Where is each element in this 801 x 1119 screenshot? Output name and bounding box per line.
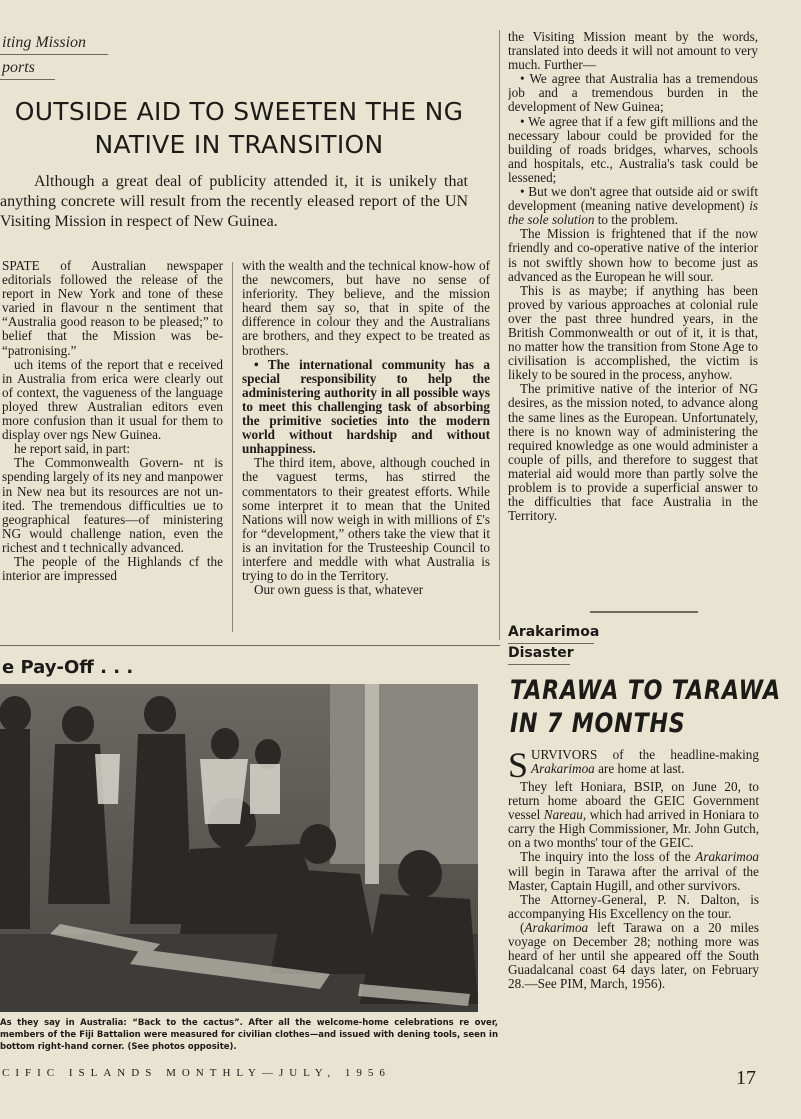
text: will begin in Tarawa after the arrival of the Master, Captain Hugill, and other survivors.: [508, 863, 759, 893]
section-rule: [0, 645, 500, 646]
text: which had arrived in Honiara to carry the High Commissioner, Mr. John Gutch, on a two months' tour of the GEIC.: [508, 807, 759, 851]
text: left Tarawa on a 20 miles voyage on December 28; nothing more was heard of her until she appeared off the South Guadalcanal coast 64 days later, on February 28.—See PIM, March, 1956).: [508, 919, 759, 992]
article-column-3: [508, 30, 758, 602]
paragraph: [508, 850, 759, 892]
text: are home at last.: [598, 761, 685, 777]
text: (: [520, 919, 525, 935]
text: They left Honiara, BSIP, on June 20, to return home aboard the GEIC Government vessel: [508, 779, 759, 823]
italic-text: Arakarimoa: [524, 919, 589, 935]
bullet-paragraph: • We agree that Australia has a tremendous job and a tremendous burden in the development of New Guinea;: [508, 71, 758, 115]
paragraph: [508, 921, 759, 991]
photo: [0, 684, 478, 1012]
italic-text: is the sole solution: [508, 198, 758, 228]
kicker-rule-2: [508, 664, 570, 665]
paragraph: SPATE of Australian newspaper editorials followed the release of the report in New York and tone of these varied in flavour n the sentiment that “Australia good reason to be pleased;” to belief that the Mission was be- “patronising.”: [2, 259, 223, 358]
column-divider: [232, 262, 233, 632]
short-rule: [590, 611, 698, 613]
headline: [0, 95, 478, 161]
paragraph: Our own guess is that, whatever: [254, 582, 424, 598]
kicker-rule: [508, 643, 594, 644]
paragraph: [508, 780, 759, 850]
running-title: CIFIC ISLANDS MONTHLY—JULY, 1956: [2, 1067, 391, 1079]
paragraph: The Commonwealth Govern- nt is spending largely of its ney and manpower in New nea but its resources are not un- ited. The tremendous difficulties ue to geographical features—of ministering NG would challenge nation, even the richest and t technically advanced.: [2, 455, 223, 555]
paragraph: [508, 748, 759, 785]
text: The inquiry into the loss of the: [520, 849, 691, 865]
text: • But we don't agree that outside aid or swift development (meaning native development): [508, 184, 758, 214]
article-column-2: [242, 259, 490, 639]
paragraph: This is as maybe; if anything has been proved by various approaches at colonial rule over the past three hundred years, in the British Commonwealth or out of it, it is that, no matter how the transition from Stone Age to civilisation is accomplished, the victim is likely to be soured in the process, anyhow.: [508, 282, 758, 383]
bullet-paragraph: • We agree that if a few gift millions and the necessary labour could be provided for the building of roads bridges, wharves, schools and hospitals, etc., Australia's task could be lessened;: [508, 113, 758, 185]
photo-caption: As they say in Australia: “Back to the cactus”. After all the welcome-home celebrations re over, members of the Fiji Battalion were measured for civilian clothes—and issued with dening tools, seen in bottom right-hand corner. (See photos opposite).: [0, 1018, 498, 1052]
paragraph: The third item, above, although couched in the vaguest terms, has stirred the commentators to their greatest efforts. While some interpret it to mean that the United Nations will now weigh in with millions of £'s for “development,” others take the view that it is an invitation for the Trusteeship Council to interfere and meddle with what Australia is trying to do in the Territory.: [242, 455, 490, 584]
sidebar-kicker: Arakarimoa: [508, 624, 600, 640]
article-column-1: [2, 259, 223, 639]
paragraph: with the wealth and the technical know-how of the newcomers, but have no sense of inferiority. They believe, and the mission heard them say so, that in spite of the difference in colour they and the Australians are brothers, and they expect to be treated as brothers.: [242, 259, 490, 358]
italic-text: Arakarimoa: [695, 849, 759, 865]
paragraph: The Mission is frightened that if the now friendly and co-operative native of the interior is not swiftly shown how to become just as advanced as the European he will sour.: [508, 226, 758, 284]
paragraph: uch items of the report that e received in Australia from erica were clearly out of context, the vagueness of the language ployed threw Australian editors even more confusion than it usual for them to display over ngs New Guinea.: [2, 356, 223, 443]
paragraph: the Visiting Mission meant by the words, translated into deeds it will not amount to very much. Further—: [508, 30, 758, 73]
sidebar-body: [508, 748, 759, 1058]
sidebar-kicker-sub: Disaster: [508, 645, 574, 661]
column-divider: [499, 30, 500, 640]
photo-heading: e Pay-Off . . .: [2, 657, 134, 678]
text: URVIVORS of the headline-making: [531, 748, 759, 762]
italic-text: Arakarimoa: [531, 761, 595, 777]
paragraph: he report said, in part:: [14, 441, 131, 457]
paragraph: The primitive native of the interior of NG desires, as the mission noted, to advance along the same lines as the European. Unfortunately, there is no known way of administering the required knowledge as one would administer a couple of pills, and therefore to suggest that material aid would more than partly solve the problem is to provide a superficial answer to the difficulties that face Australia in the Territory.: [508, 381, 758, 524]
photo-illustration: [0, 684, 478, 1012]
sidebar-headline: [510, 674, 781, 740]
kicker-rule: [0, 54, 108, 55]
section-kicker: iting Mission: [2, 34, 87, 51]
paragraph: The Attorney-General, P. N. Dalton, is accompanying His Excellency on the tour.: [508, 891, 759, 921]
text: to the problem.: [597, 212, 678, 228]
headline-line-2: NATIVE IN TRANSITION: [94, 130, 384, 159]
bold-paragraph: • The international community has a special responsibility to help the administering authority in all possible ways to meet this challenging task of absorbing the primitive societies into the modern world without hardship and without unhappiness.: [242, 356, 490, 457]
section-kicker-sub: ports: [2, 59, 35, 76]
headline-line-1: OUTSIDE AID TO SWEETEN THE NG: [14, 97, 464, 126]
standfirst: Although a great deal of publicity attended it, it is unikely that anything concrete will result from the recently eleased report of the UN Visiting Mission in respect of New Guinea.: [0, 173, 468, 230]
sidebar-headline-line-2: IN 7 MONTHS: [510, 708, 686, 739]
bullet-paragraph: [508, 185, 758, 227]
drop-cap: S: [508, 748, 529, 785]
italic-text: Nareau,: [543, 807, 587, 823]
page-number: 17: [736, 1067, 756, 1089]
paragraph: The people of the Highlands cf the interior are impressed: [2, 553, 223, 584]
sidebar-headline-line-1: TARAWA TO TARAWA: [510, 675, 781, 706]
kicker-rule-2: [0, 79, 55, 80]
